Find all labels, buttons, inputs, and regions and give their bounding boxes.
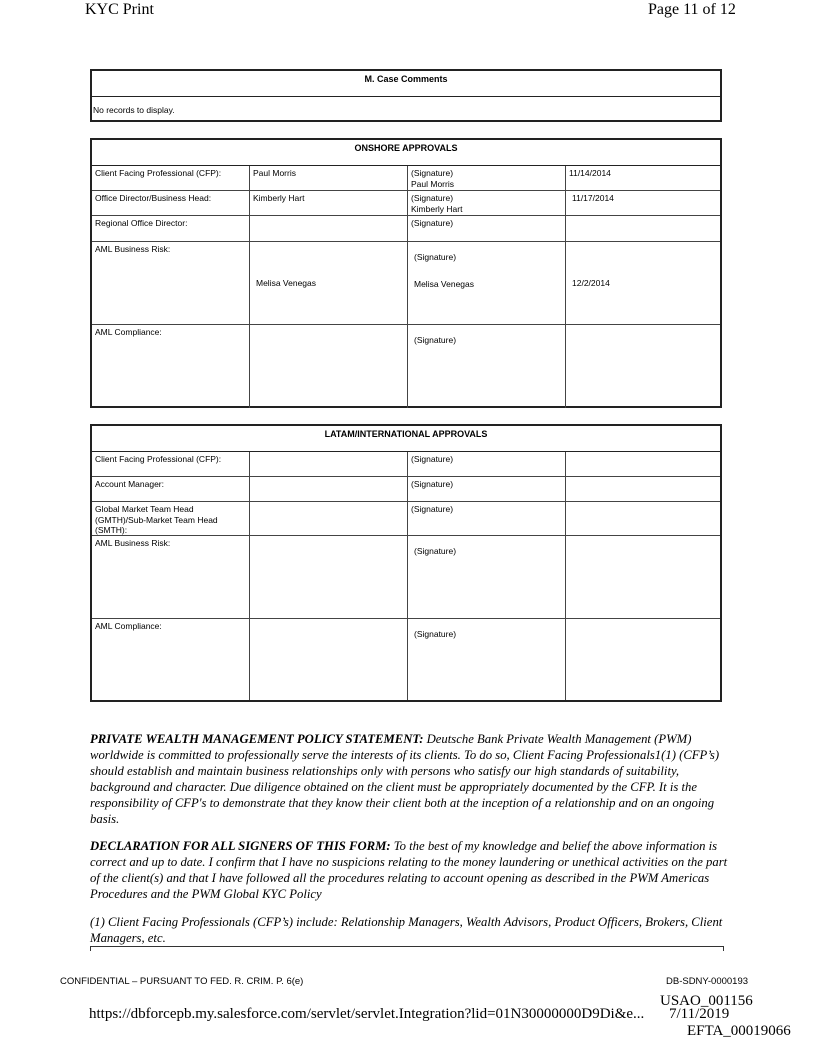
signature-name: Paul Morris (411, 178, 454, 189)
onshore-title: ONSHORE APPROVALS (92, 140, 720, 166)
signature-label: (Signature) (411, 218, 454, 228)
table-row (92, 191, 720, 216)
signature-label: (Signature) (414, 252, 457, 262)
case-comments-table (90, 69, 722, 122)
signature-cell (408, 166, 566, 190)
approver-name (250, 536, 408, 618)
policy-body: Deutsche Bank Private Wealth Management (PWM) worldwide is committed to professionally serve the interests of its clients. To do so, Client Facing Professionals1(1) (CFP’s) should establish and maintain business relationships only with persons who satisfy our high standards of suitability, background and character. Due diligence obtained on the client must be appropriately documented by the CFP. It is the responsibility of CFP's to demonstrate that they know their client both at the inception of a relationship and on an ongoing basis. (90, 732, 720, 826)
signature-label: (Signature) (411, 168, 454, 178)
declaration-body: To the best of my knowledge and belief the above information is correct and up to date. I confirm that I have no suspicions relating to the money laundering or unethical activities on the part of the client(s) and that I have followed all the procedures relating to account opening as described in the PWM Americas Procedures and the PWM Global KYC Policy (90, 839, 728, 901)
signature-label: (Signature) (408, 452, 566, 476)
approver-name (250, 619, 408, 700)
policy-heading: PRIVATE WEALTH MANAGEMENT POLICY STATEMENT: (90, 732, 424, 746)
print-date: 7/11/2019 (669, 1006, 730, 1022)
signature-label: (Signature) (414, 629, 457, 639)
signature-label: (Signature) (411, 193, 454, 203)
policy-statement (90, 731, 730, 827)
latam-title: LATAM/INTERNATIONAL APPROVALS (92, 426, 720, 452)
signature-cell (408, 536, 566, 618)
latam-approvals-table (90, 424, 722, 702)
approver-name: Melisa Venegas (250, 242, 408, 324)
role-label: Client Facing Professional (CFP): (92, 166, 250, 190)
signature-cell (408, 325, 566, 408)
declaration-heading: DECLARATION FOR ALL SIGNERS OF THIS FORM: (90, 839, 391, 853)
role-label: Regional Office Director: (92, 216, 250, 241)
bates-number: DB-SDNY-0000193 (666, 976, 749, 987)
role-label: AML Compliance: (92, 619, 250, 700)
signature-label: (Signature) (414, 335, 457, 345)
signature-cell (408, 216, 566, 241)
signature-label: (Signature) (408, 477, 566, 501)
approval-date (566, 325, 720, 408)
table-row (92, 502, 720, 536)
source-url[interactable]: https://dbforcepb.my.salesforce.com/servlet/servlet.Integration?lid=01N30000000D9Di&e... (89, 1006, 645, 1022)
page-border-fragment (90, 946, 724, 951)
approver-name: Paul Morris (250, 166, 408, 190)
role-label: Client Facing Professional (CFP): (92, 452, 250, 476)
approval-date: 11/14/2014 (569, 168, 611, 178)
case-comments-title: M. Case Comments (92, 71, 720, 97)
role-label: AML Compliance: (92, 325, 250, 408)
signature-label: (Signature) (408, 502, 566, 535)
approval-date (566, 536, 720, 618)
approver-name (250, 477, 408, 501)
role-label: Global Market Team Head (GMTH)/Sub-Market Team Head (SMTH): (92, 502, 250, 535)
role-label: Account Manager: (92, 477, 250, 501)
efta-number: EFTA_00019066 (687, 1023, 791, 1039)
table-row (92, 216, 720, 242)
page-indicator: Page 11 of 12 (648, 1, 736, 18)
approver-name (250, 325, 408, 408)
usao-number: USAO_001156 (660, 993, 753, 1009)
signature-label: (Signature) (414, 546, 457, 556)
signature-cell (408, 242, 566, 324)
declaration-statement (90, 838, 730, 902)
table-row (92, 166, 720, 191)
approval-date (566, 216, 720, 241)
table-row (92, 477, 720, 502)
approver-name (250, 452, 408, 476)
approval-date: 11/17/2014 (572, 193, 614, 203)
table-row (92, 452, 720, 477)
approval-date (566, 477, 720, 501)
role-label: AML Business Risk: (92, 242, 250, 324)
footnote: (1) Client Facing Professionals (CFP’s) include: Relationship Managers, Wealth Advisors, Product Officers, Brokers, Client Managers, etc. (90, 915, 723, 945)
approver-name: Kimberly Hart (250, 191, 408, 215)
onshore-approvals-table (90, 138, 722, 408)
approval-date: 12/2/2014 (572, 278, 610, 288)
signature-name: Kimberly Hart (411, 203, 463, 214)
table-row (92, 536, 720, 619)
approver-name (250, 216, 408, 241)
approval-date (566, 452, 720, 476)
role-label: AML Business Risk: (92, 536, 250, 618)
approver-name (250, 502, 408, 535)
table-row (92, 619, 720, 700)
print-title: KYC Print (85, 1, 154, 18)
signature-name: Melisa Venegas (414, 278, 475, 289)
role-label: Office Director/Business Head: (92, 191, 250, 215)
table-row (92, 242, 720, 325)
approval-date (566, 619, 720, 700)
signature-cell (408, 619, 566, 700)
table-row (92, 325, 720, 408)
approval-date (566, 502, 720, 535)
case-comments-empty: No records to display. (93, 105, 175, 115)
confidential-notice: CONFIDENTIAL – PURSUANT TO FED. R. CRIM. P. 6(e) (60, 976, 304, 987)
signature-cell (408, 191, 566, 215)
